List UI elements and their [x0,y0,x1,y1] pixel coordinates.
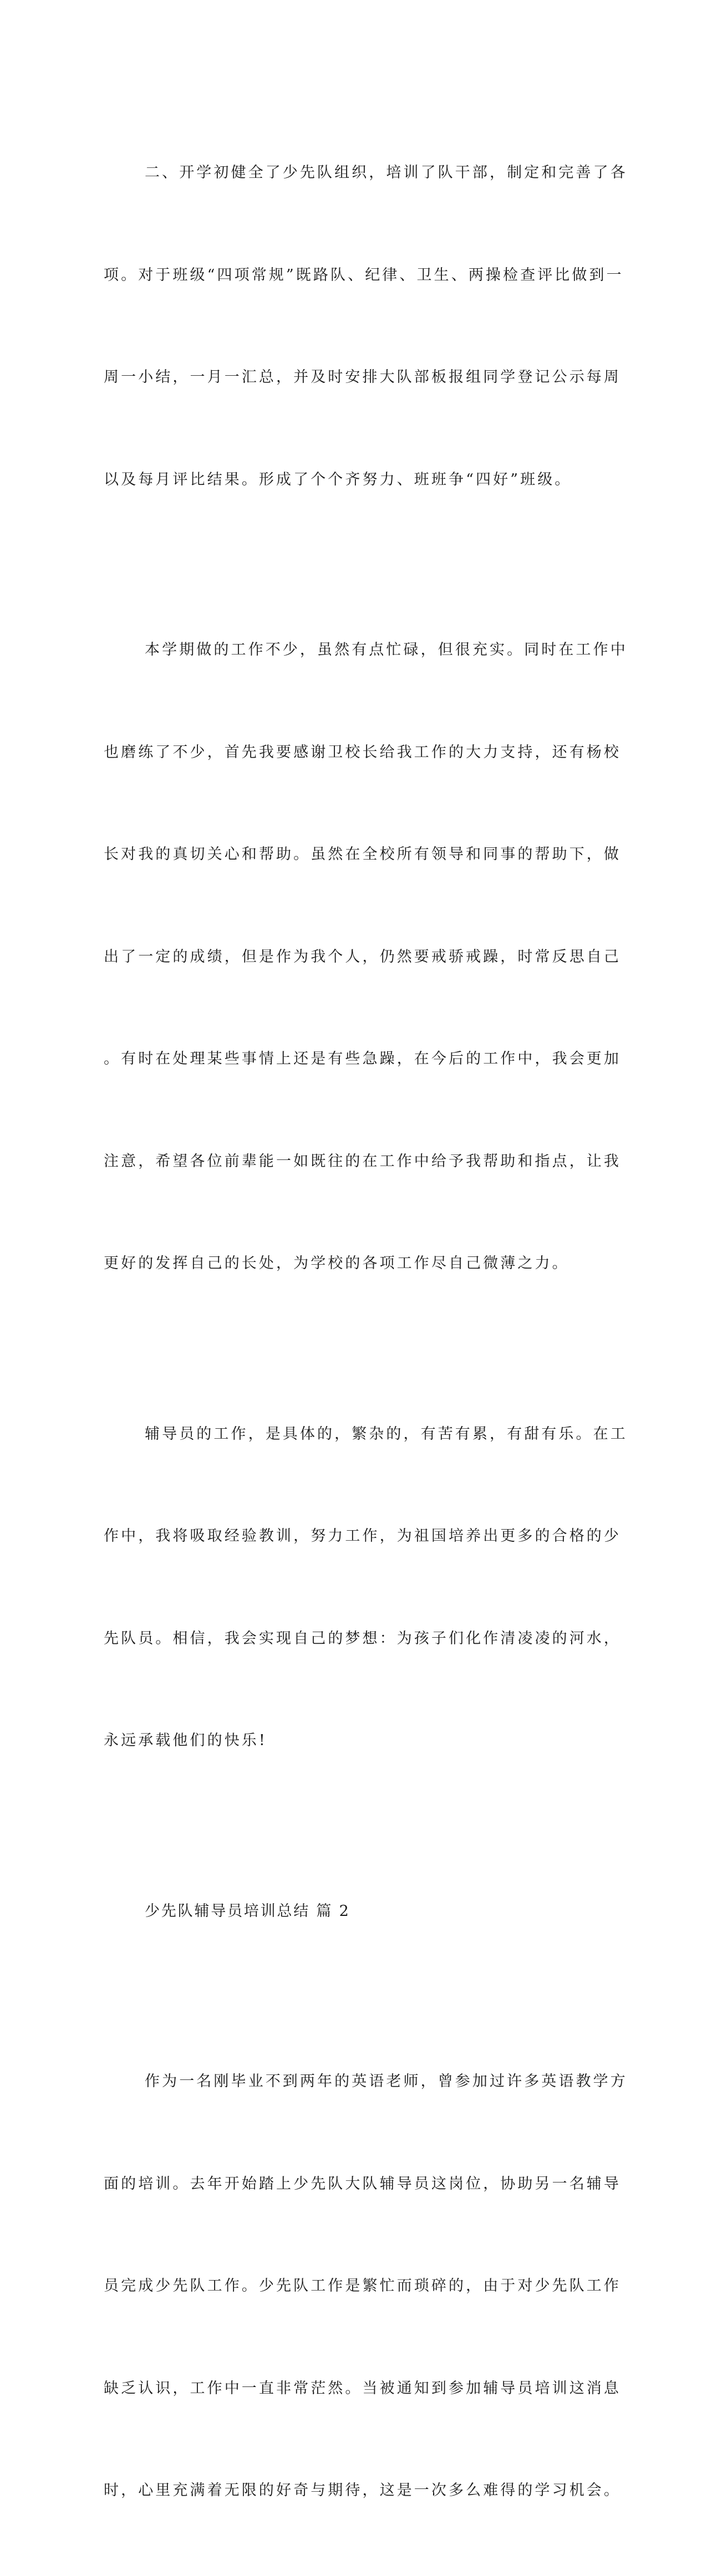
text-line: 二、开学初健全了少先队组织，培训了队干部，制定和完善了各 [145,164,628,181]
text-line: 本学期做的工作不少，虽然有点忙碌，但很充实。同时在工作中 [145,641,628,658]
text-line: 注意，希望各位前辈能一如既往的在工作中给予我帮助和指点，让我 [104,1152,621,1170]
text-line: 出了一定的成绩，但是作为我个人，仍然要戒骄戒躁，时常反思自己 [104,948,621,965]
text-line: 以及每月评比结果。形成了个个齐努力、班班争“四好”班级。 [104,471,572,488]
text-line: 项。对于班级“四项常规”既路队、纪律、卫生、两操检查评比做到一 [104,266,624,284]
text-line: 永远承载他们的快乐! [104,1732,267,1749]
text-line: 时，心里充满着无限的好奇与期待，这是一次多么难得的学习机会。 [104,2482,621,2499]
paragraph-2 [104,565,628,1349]
paragraph-4 [104,1996,628,2576]
text-line: 员完成少先队工作。少先队工作是繁忙而琐碎的，由于对少先队工作 [104,2277,621,2294]
text-line: 长对我的真切关心和帮助。虽然在全校所有领导和同事的帮助下，做 [104,846,621,863]
document-body [104,88,628,2576]
paragraph-1 [104,88,628,565]
text-line: 面的培训。去年开始踏上少先队大队辅导员这岗位，协助另一名辅导 [104,2175,621,2192]
text-line: 周一小结，一月一汇总，并及时安排大队部板报组同学登记公示每周 [104,369,621,386]
text-line: 先队员。相信，我会实现自己的梦想：为孩子们化作清凌凌的河水， [104,1629,621,1647]
text-line: 缺乏认识，工作中一直非常茫然。当被通知到参加辅导员培训这消息 [104,2379,621,2397]
section-heading [104,1826,603,1997]
text-line: 作中，我将吸取经验教训，努力工作，为祖国培养出更多的合格的少 [104,1527,621,1545]
text-line: 作为一名刚毕业不到两年的英语老师，曾参加过许多英语教学方 [145,2073,628,2090]
text-line: 。有时在处理某些事情上还是有些急躁，在今后的工作中，我会更加 [104,1050,621,1067]
text-line: 辅导员的工作，是具体的，繁杂的，有苦有累，有甜有乐。在工 [145,1425,628,1443]
text-line: 也磨练了不少，首先我要感谢卫校长给我工作的大力支持，还有杨校 [104,743,621,761]
section-heading-text: 少先队辅导员培训总结 篇 2 [145,1902,350,1920]
text-line: 更好的发挥自己的长处，为学校的各项工作尽自己微薄之力。 [104,1255,569,1272]
paragraph-3 [104,1349,628,1826]
